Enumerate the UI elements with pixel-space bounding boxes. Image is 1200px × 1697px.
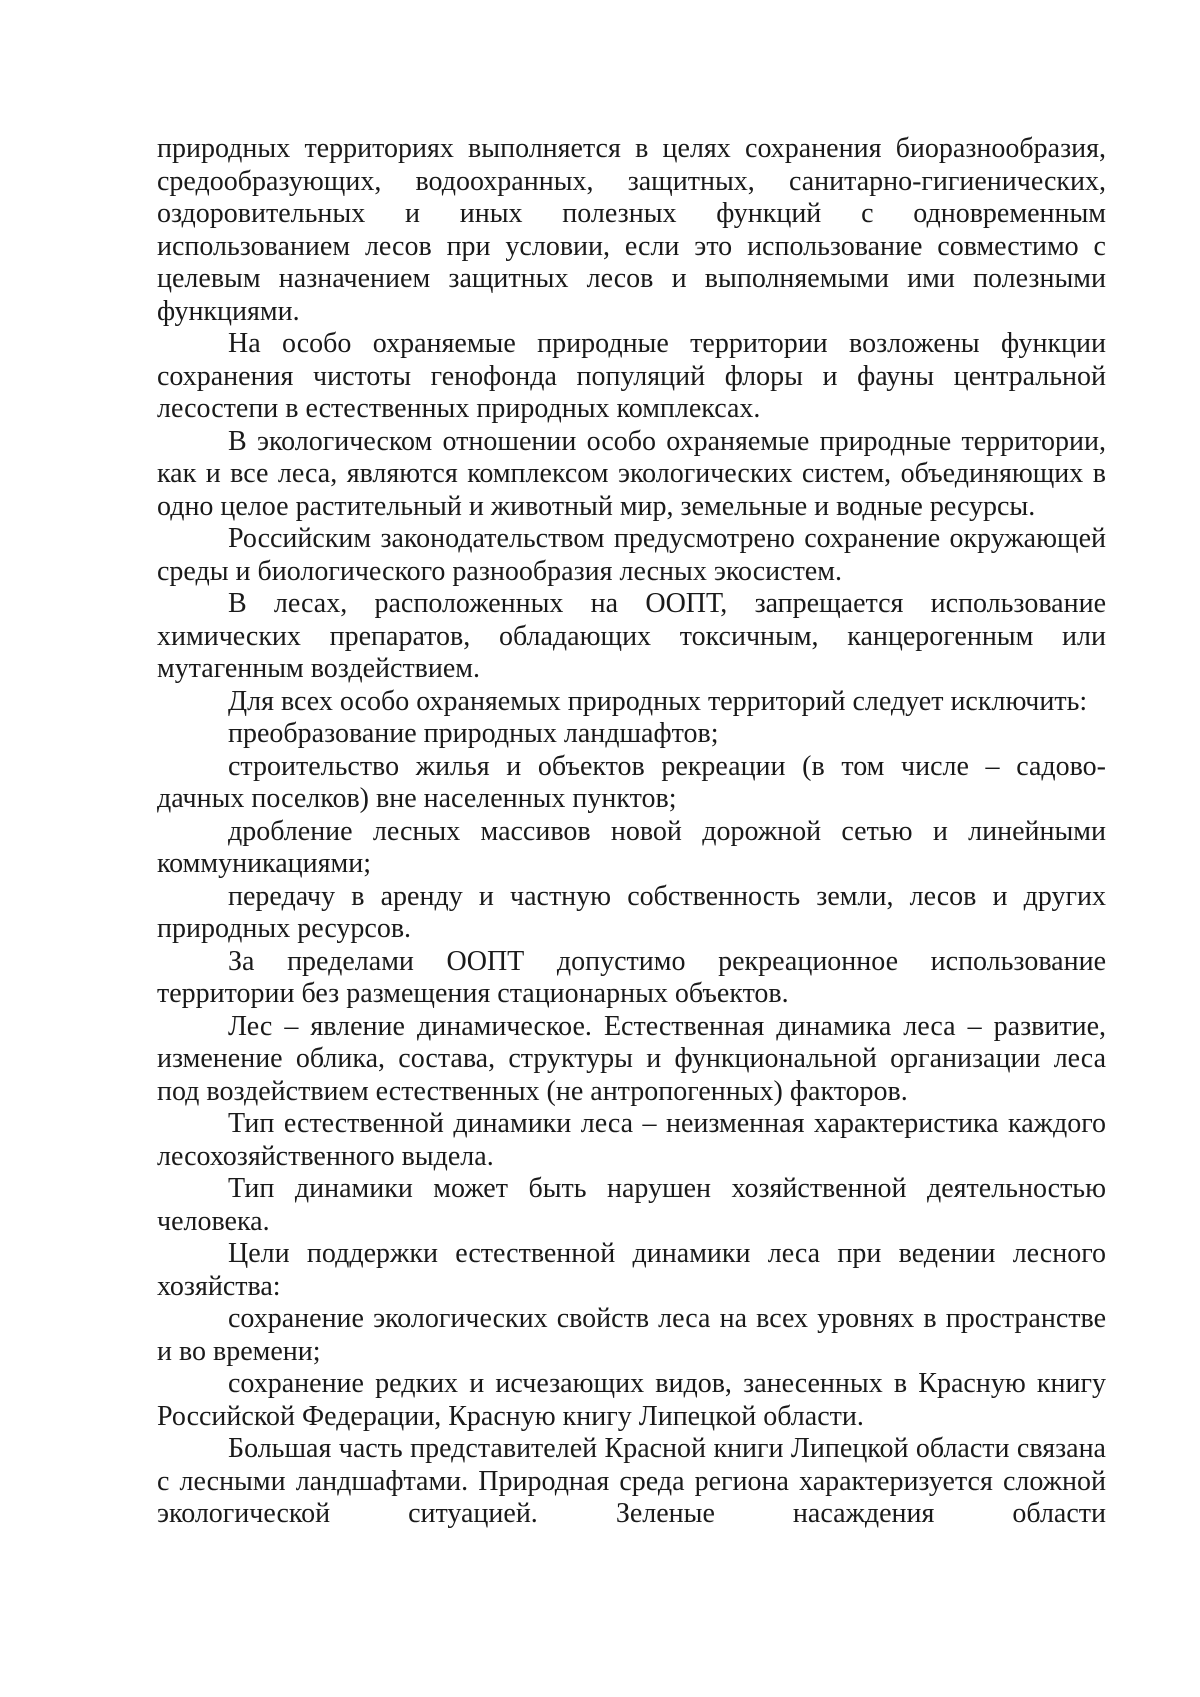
document-page [157, 133, 1106, 1531]
list-item: преобразование природных ландшафтов; [228, 718, 719, 749]
paragraph: Цели поддержки естественной динамики леса при ведении лесного хозяйства: [157, 1238, 1106, 1302]
list-item: сохранение экологических свойств леса на всех уровнях в пространстве и во времени; [157, 1303, 1106, 1367]
list-item: сохранение редких и исчезающих видов, занесенных в Красную книгу Российской Федерации, Красную книгу Липецкой области. [157, 1368, 1106, 1432]
paragraph-continuation: природных территориях выполняется в целях сохранения биоразнообразия, средообразующих, водоохранных, защитных, санитарно-гигиенических, оздоровительных и иных полезных функций с одновременным использованием лесов при условии, если это использование совместимо с целевым назначением защитных лесов и выполняемыми ими полезными функциями. [157, 133, 1106, 327]
list-item: дробление лесных массивов новой дорожной сетью и линейными коммуникациями; [157, 815, 1106, 879]
paragraph: За пределами ООПТ допустимо рекреационное использование территории без размещения стационарных объектов. [157, 945, 1106, 1009]
paragraph: На особо охраняемые природные территории возложены функции сохранения чистоты генофонда популяций флоры и фауны центральной лесостепи в естественных природных комплексах. [157, 328, 1106, 424]
list-item: передачу в аренду и частную собственность земли, лесов и других природных ресурсов. [157, 880, 1106, 944]
paragraph: В лесах, расположенных на ООПТ, запрещается использование химических препаратов, обладающих токсичным, канцерогенным или мутагенным воздействием. [157, 588, 1106, 684]
paragraph: Лес – явление динамическое. Естественная динамика леса – развитие, изменение облика, состава, структуры и функциональной организации леса под воздействием естественных (не антропогенных) факторов. [157, 1010, 1106, 1107]
paragraph: В экологическом отношении особо охраняемые природные территории, как и все леса, являются комплексом экологических систем, объединяющих в одно целое растительный и животный мир, земельные и водные ресурсы. [157, 425, 1106, 522]
paragraph: Для всех особо охраняемых природных территорий следует исключить: [228, 685, 1088, 717]
paragraph: Тип естественной динамики леса – неизменная характеристика каждого лесохозяйственного выдела. [157, 1108, 1106, 1172]
paragraph-continues: Большая часть представителей Красной книги Липецкой области связана с лесными ландшафтами. Природная среда региона характеризуется сложной экологической ситуацией. Зеленые насаждения области [157, 1433, 1106, 1529]
list-item: строительство жилья и объектов рекреации (в том числе – садово-дачных поселков) вне населенных пунктов; [157, 750, 1106, 814]
paragraph: Российским законодательством предусмотрено сохранение окружающей среды и биологического разнообразия лесных экосистем. [157, 523, 1106, 587]
paragraph: Тип динамики может быть нарушен хозяйственной деятельностью человека. [157, 1173, 1106, 1237]
